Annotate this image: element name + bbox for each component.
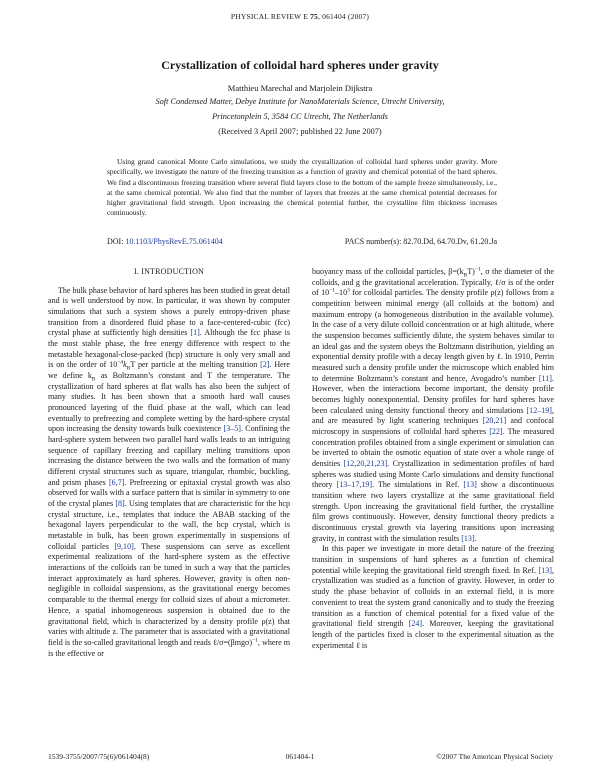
pacs-numbers: 82.70.Dd, 64.70.Dv, 61.20.Ja (403, 237, 497, 246)
citation-link[interactable]: [13] (538, 565, 552, 575)
citation-link[interactable]: [13] (461, 533, 475, 543)
author-list: Matthieu Marechal and Marjolein Dijkstra (227, 83, 373, 93)
doi-label: DOI: (107, 237, 124, 246)
citation-link[interactable]: [11] (538, 373, 552, 383)
citation-link[interactable]: [9,10] (114, 541, 134, 551)
citation-link[interactable]: [12,20,21,23] (343, 459, 388, 469)
pacs-line (300, 237, 497, 246)
affiliation-line-2: Princetonplein 5, 3584 CC Utrecht, The Netherlands (212, 112, 388, 121)
journal-volume: 75 (310, 12, 318, 21)
citation-link[interactable]: [6,7] (109, 477, 125, 487)
abstract: Using grand canonical Monte Carlo simulations, we study the crystallization of colloidal hard spheres under gravity. More specifically, we investigate the nature of the freezing transition as a function of gravity and chemical potential of the hard spheres. We find a discontinuous freezing transition where several fluid layers close to the bottom of the sample freeze simultaneously, i.e., at the same chemical potential. We also find that the number of layers that freezes at the same chemical potential decreases for higher gravitational field strength. Upon increasing the chemical potential further, the crystalline film thickness increases continuously. (107, 157, 497, 218)
section-heading: I. INTRODUCTION (133, 267, 205, 276)
intro-paragraph-1-continued: buoyancy mass of the colloidal particles, $\beta=(k_BT)^{-1}$, σ the diameter of the colloids, and g the gravitational acceleration. Typically, ℓ/σ is of the order of $10^{-1}-10^3$ for colloidal particles. The density profile ρ(z) follows from a competition between minimal energy (all colloids at the bottom) and maximum entropy (a homogeneous distribution in the available volume). In the case of a very dilute colloid concentration or at high altitude, where the suspension becomes sufficiently dilute, the system behaves similar to an ideal gas and the system obeys the Boltzmann distribution, yielding an exponential density profile with a decay length given by ℓ. In 1910, Perrin measured such a density profile under the microscope which enabled him to determine Boltzmann’s constant and hence, Avogadro’s number [11]. However, when the interactions become important, the density profile becomes highly nonexponential. Density profiles for hard spheres have been calculated using density functional theory and simulations [12–19], and are measured by light scattering techniques [20,21] and confocal microscopy in suspensions of colloidal hard spheres [22]. The measured concentration profiles obtained from a single experiment or simulation can be inverted to obtain the osmotic equation of state over a whole range of densities [12,20,21,23]. Crystallization in sedimentation profiles of hard spheres was studied using Monte Carlo simulations and density functional theory [13–17,19]. The simulations in Ref. [13] show a discontinuous transition where two layers crystallize at the same gravitational field strength. Upon increasing the gravitational field further, the crystalline film grows continuously. However, density functional theory predicts a discontinuous crystal growth via layering transitions upon increasing gravity, in contrast with the simulation results [13]. (312, 266, 555, 543)
journal-name: PHYSICAL REVIEW E (230, 12, 309, 21)
citation-link[interactable]: [13] (463, 480, 477, 490)
intro-paragraph-2: In this paper we investigate in more detail the nature of the freezing transition in suspensions of hard spheres as a function of chemical potential while keeping the gravitational field strength fixed. In Ref. [13], crystallization was studied as a function of gravity. However, in order to study the phase behavior of colloids in an external field, it is more convenient to treat the system grand canonically and to study the freezing transition as a function of chemical potential for a fixed value of the gravitational field strength [24]. Moreover, keeping the gravitational length of the particles fixed is closer to the experimental situation as the experimental ℓ is (312, 544, 554, 650)
citation-link[interactable]: [12–19] (526, 405, 552, 415)
running-header (0, 12, 600, 21)
citation-link[interactable]: [1] (190, 328, 200, 338)
intro-paragraph-1: The bulk phase behavior of hard spheres has been studied in great detail and is well understood by now. In particular, it was shown by computer simulations that such a system shows a purely entropy-driven phase transition from a disordered fluid phase to a face-centered-cubic (fcc) crystal phase at sufficiently high densities [1]. Although the fcc phase is the most stable phase, the free energy difference with respect to the metastable hexagonal-close-packed (hcp) structure is only very small and is on the order of $10^{-4}k_BT$ per particle at the melting transition [2]. Here we define $k_B$ as Boltzmann’s constant and T the temperature. The crystallization of hard spheres at flat walls has also been the subject of many studies. It has been shown that a smooth hard wall causes pronounced layering of the fluid phase at the wall, which can lead eventually to prefreezing and complete wetting by the hard-sphere crystal upon increasing the density towards bulk coexistence [3–5]. Confining the hard-sphere system between two parallel hard walls leads to an intriguing sequence of capillary freezing and capillary melting transitions upon increasing the distance between the two walls and the formation of many different crystal structures such as square, triangular, rhombic, buckling, and prism phases [6,7]. Prefreezing or epitaxial crystal growth was also observed for walls with a surface pattern that is similar in symmetry to one of the crystal planes [8]. Using templates that are characteristic for the hcp crystal structure, i.e., templates that induce the ABAB stacking of the hexagonal layers perpendicular to the wall, the hcp crystal, which is metastable in bulk, has been grown experimentally in suspensions of colloidal particles [9,10]. These suspensions can serve as excellent experimental realizations of the hard-sphere system as the effective interactions of the colloids can be tuned in such a way that the particles interact approximately as hard spheres. However, gravity is often non-negligible in colloidal suspensions, as the gravitational energy becomes comparable to the thermal energy for colloid sizes of about a micrometer. Hence, a spatial inhomogeneous suspension is obtained due to the gravitational field, which is characterized by a density profile ρ(z) that varies with altitude z. The parameter that is associated with a gravitational field is the so-called gravitational length and reads $\ell/\sigma=(\beta mg\sigma)^{-1}$, where m is the effective or (48, 285, 291, 658)
footer-copyright: ©2007 The American Physical Society (436, 752, 553, 761)
citation-link[interactable]: [24] (408, 619, 423, 629)
doi-line (107, 237, 223, 246)
citation-link[interactable]: [13–17,19] (336, 480, 373, 490)
received-published-dates: (Received 3 April 2007; published 22 June 2007) (218, 127, 382, 136)
footer-page-number: 061404-1 (285, 752, 315, 761)
pacs-label: PACS number(s): (344, 237, 402, 246)
left-column (48, 267, 290, 659)
affiliation-line-1: Soft Condensed Matter, Debye Institute for NanoMaterials Science, Utrecht University, (155, 97, 445, 106)
article-info: , 061404 (2007) (318, 12, 370, 21)
citation-link[interactable]: [22] (489, 427, 503, 437)
citation-link[interactable]: [20,21] (482, 416, 507, 426)
right-column (312, 267, 554, 651)
citation-link[interactable]: [3–5] (223, 424, 241, 434)
paper-title: Crystallization of colloidal hard spheres under gravity (161, 58, 439, 72)
footer-issn: 1539-3755/2007/75(6)/061404(8) (48, 752, 150, 761)
citation-link[interactable]: [2] (260, 360, 270, 370)
doi-link[interactable]: 10.1103/PhysRevE.75.061404 (125, 237, 223, 246)
citation-link[interactable]: [8] (115, 499, 125, 509)
